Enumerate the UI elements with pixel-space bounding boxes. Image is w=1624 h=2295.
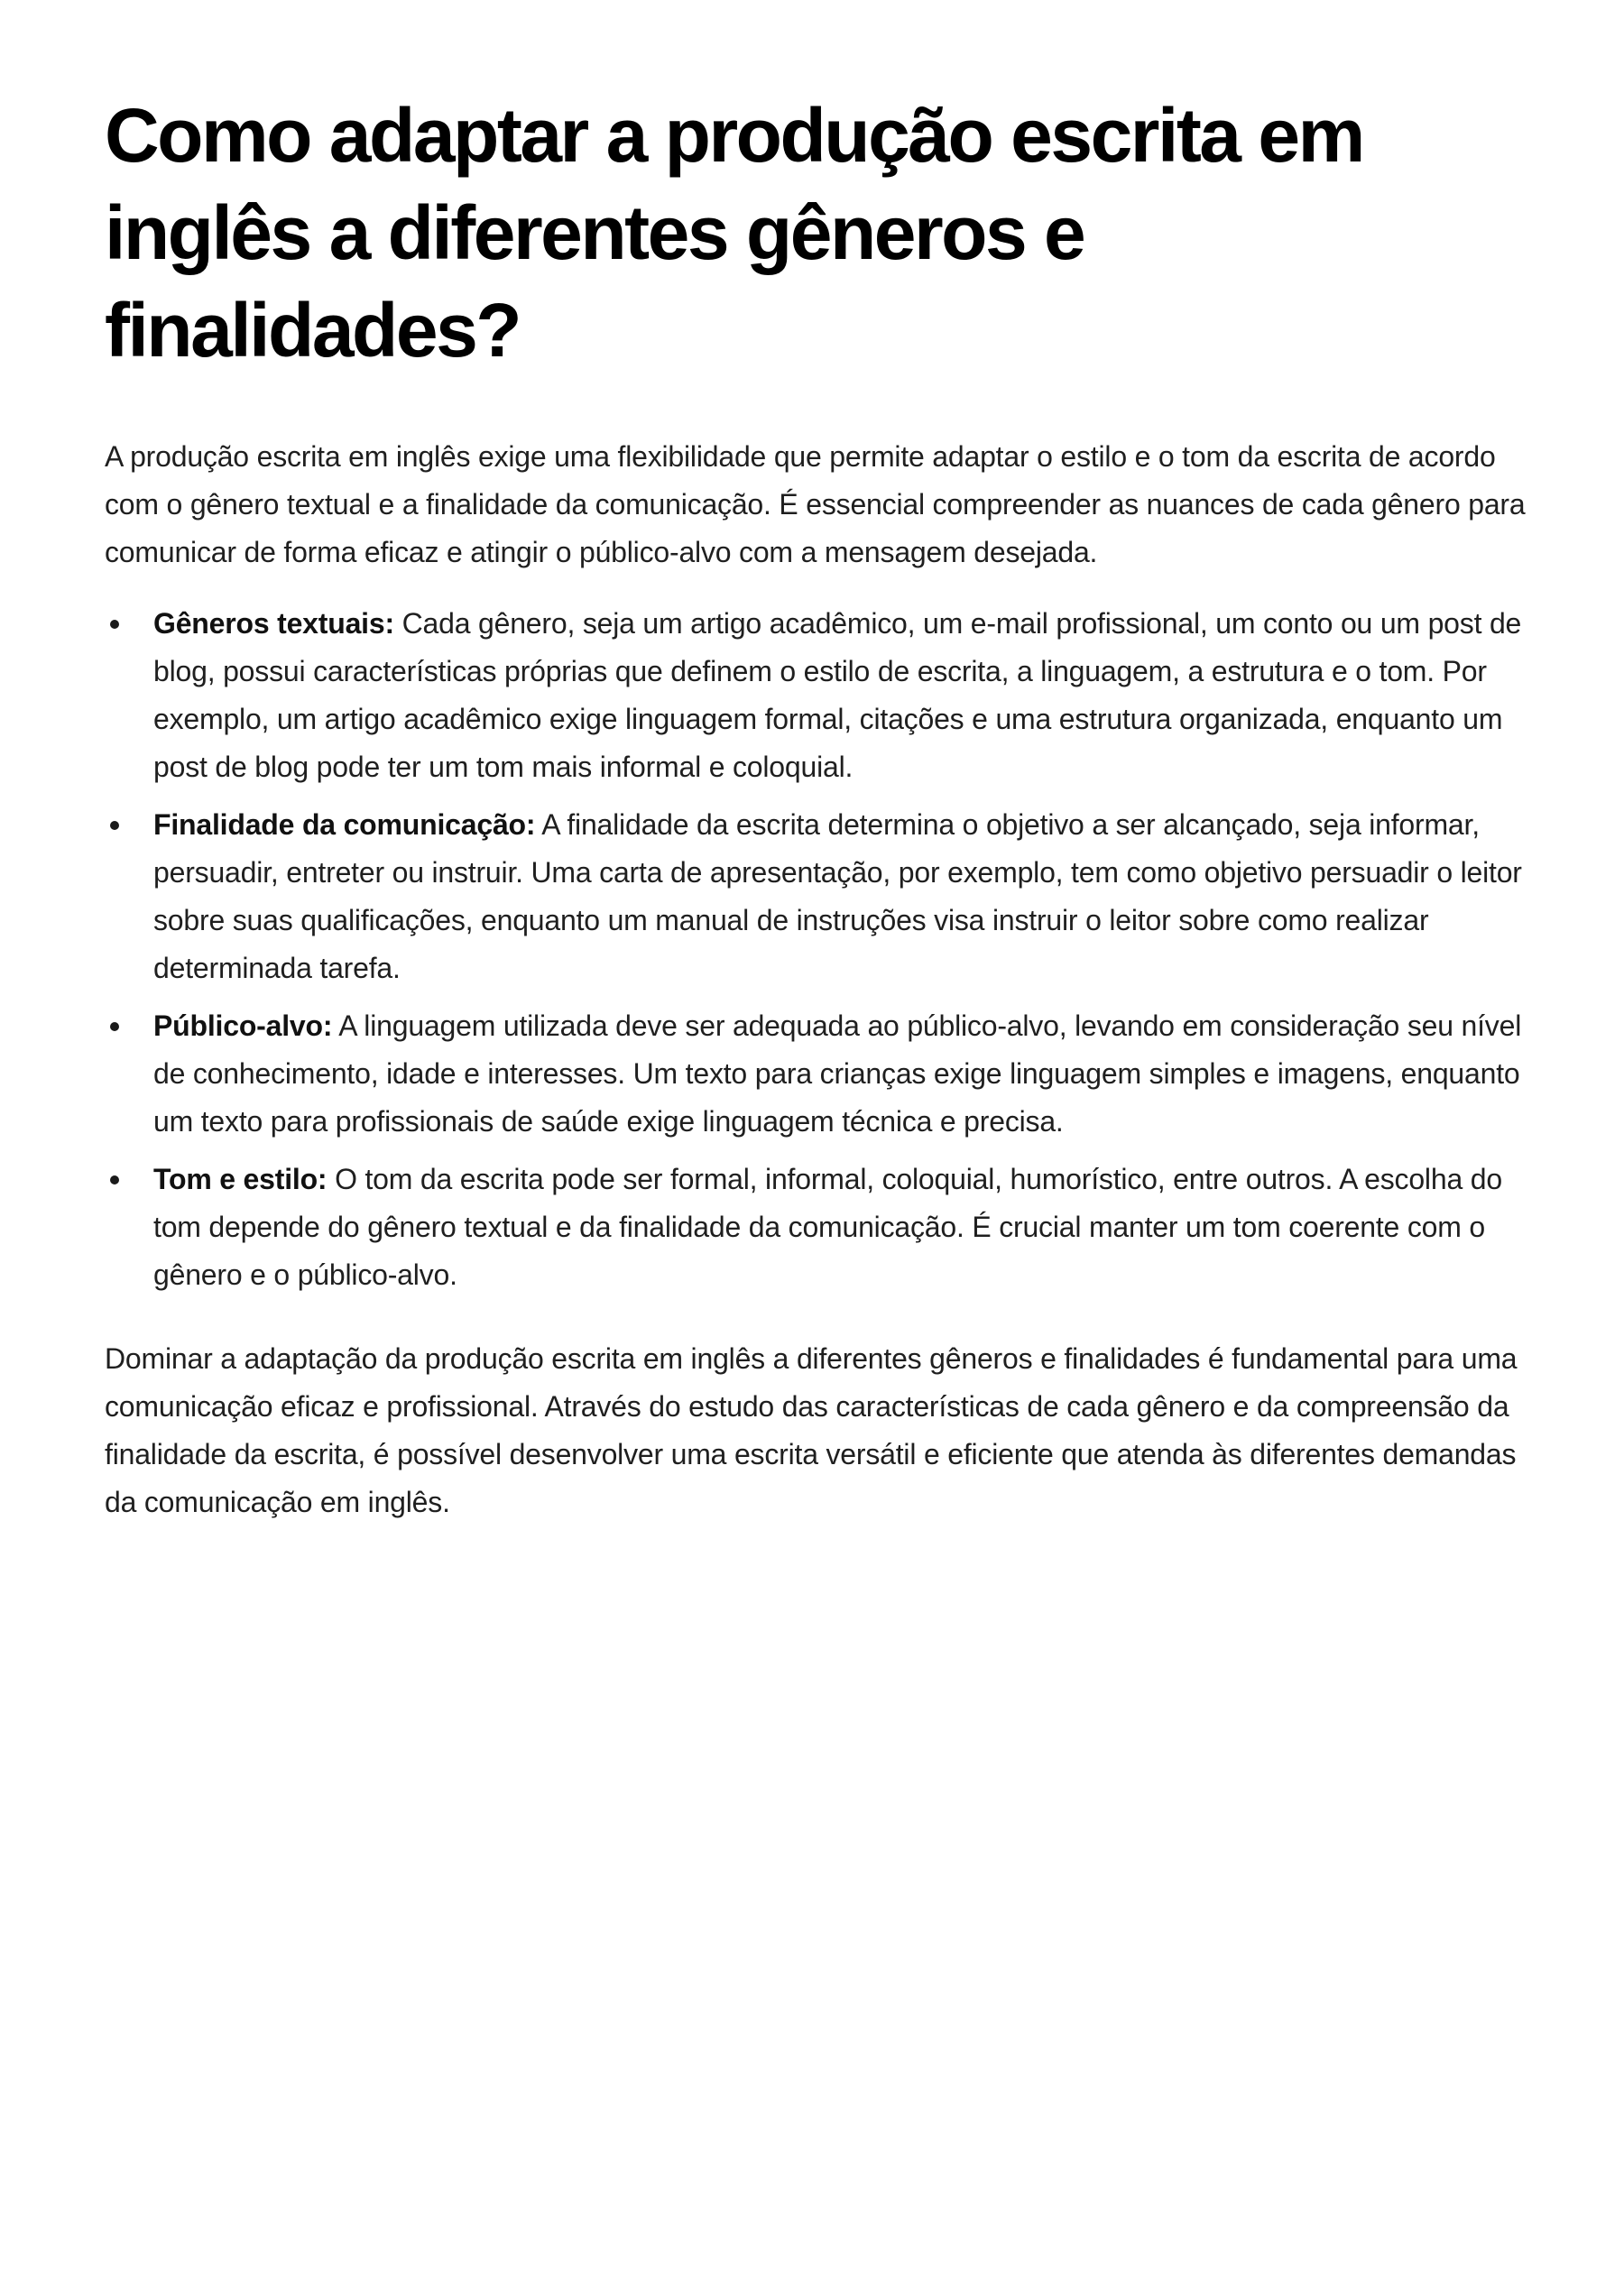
bullet-text: A finalidade da escrita determina o objetivo a ser alcançado, seja informar, persuadir, entreter ou instruir. Uma carta de apresentação, por exemplo, tem como objetivo persuadir o leitor sobre suas qualificações, enquanto um manual de instruções visa instruir o leitor sobre como realizar determinada tarefa. (153, 808, 1522, 984)
page-title: Como adaptar a produção escrita em inglês a diferentes gêneros e finalidades? (105, 93, 1363, 373)
document-page (105, 87, 1530, 1526)
bullet-term: Tom e estilo: (153, 1163, 328, 1195)
bullet-item-tom-estilo (105, 1156, 1530, 1299)
bullet-term: Gêneros textuais: (153, 607, 394, 640)
bullet-item-generos-textuais (105, 600, 1530, 791)
bullet-term: Público-alvo: (153, 1009, 333, 1042)
bullet-term: Finalidade da comunicação: (153, 808, 536, 841)
bullet-dot-icon (110, 620, 119, 629)
bullet-dot-icon (110, 821, 119, 830)
bullet-text: A linguagem utilizada deve ser adequada ao público-alvo, levando em consideração seu nível de conhecimento, idade e interesses. Um texto para crianças exige linguagem simples e imagens, enquanto um texto para profissionais de saúde exige linguagem técnica e precisa. (153, 1009, 1522, 1138)
intro-paragraph: A produção escrita em inglês exige uma flexibilidade que permite adaptar o estilo e o tom da escrita de acordo com o gênero textual e a finalidade da comunicação. É essencial compreender as nuances de cada gênero para comunicar de forma eficaz e atingir o público-alvo com a mensagem desejada. (105, 440, 1526, 568)
bullet-dot-icon (110, 1022, 119, 1031)
conclusion-paragraph: Dominar a adaptação da produção escrita em inglês a diferentes gêneros e finalidades é fundamental para uma comunicação eficaz e profissional. Através do estudo das características de cada gênero e da compreensão da finalidade da escrita, é possível desenvolver uma escrita versátil e eficiente que atenda às diferentes demandas da comunicação em inglês. (105, 1342, 1518, 1518)
bullet-item-finalidade (105, 801, 1530, 992)
bullet-text: O tom da escrita pode ser formal, informal, coloquial, humorístico, entre outros. A escolha do tom depende do gênero textual e da finalidade da comunicação. É crucial manter um tom coerente com o gênero e o público-alvo. (153, 1163, 1502, 1291)
bullet-item-publico-alvo (105, 1002, 1530, 1146)
bullet-text: Cada gênero, seja um artigo acadêmico, um e-mail profissional, um conto ou um post de blog, possui características próprias que definem o estilo de escrita, a linguagem, a estrutura e o tom. Por exemplo, um artigo acadêmico exige linguagem formal, citações e uma estrutura organizada, enquanto um post de blog pode ter um tom mais informal e coloquial. (153, 607, 1522, 783)
bullet-list (105, 600, 1530, 1299)
bullet-dot-icon (110, 1175, 119, 1184)
